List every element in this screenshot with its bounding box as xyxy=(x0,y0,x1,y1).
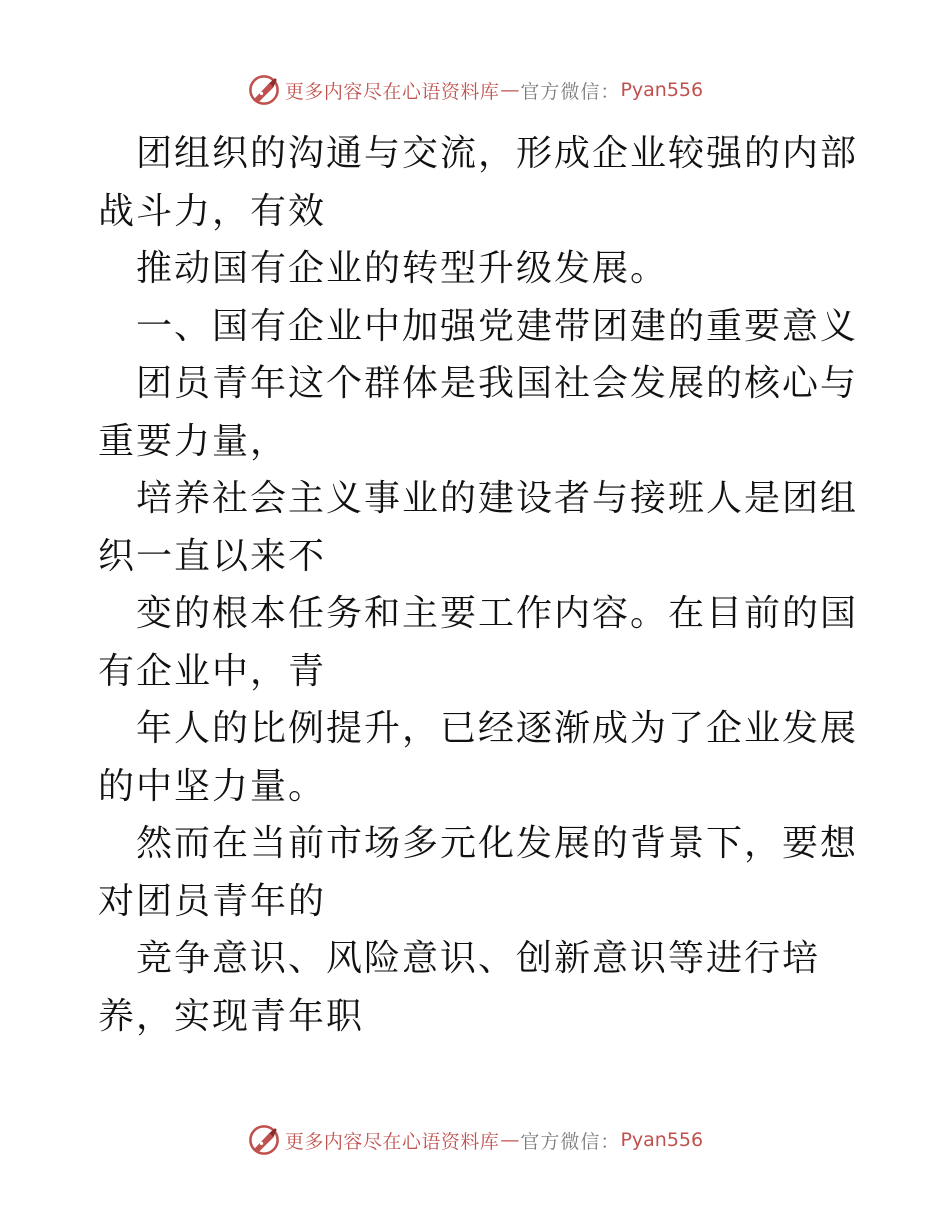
paragraph: 团员青年这个群体是我国社会发展的核心与重要力量， xyxy=(98,363,859,462)
paragraph: 年人的比例提升，已经逐渐成为了企业发展的中坚力量。 xyxy=(98,708,859,807)
paragraph: 团组织的沟通与交流，形成企业较强的内部战斗力，有效 xyxy=(98,133,859,232)
header-watermark xyxy=(0,70,950,110)
document-body xyxy=(98,125,858,1045)
section-heading: 一、国有企业中加强党建带团建的重要意义 xyxy=(136,305,859,347)
paragraph: 推动国有企业的转型升级发展。 xyxy=(136,248,669,289)
watermark-text: 更多内容尽在心语资料库 xyxy=(284,1130,500,1153)
watermark-wechat-id: Pyan556 xyxy=(620,79,704,101)
paragraph: 培养社会主义事业的建设者与接班人是团组织一直以来不 xyxy=(98,478,859,577)
watermark-text: 更多内容尽在心语资料库 xyxy=(284,80,500,103)
watermark-wechat-label: 官方微信： xyxy=(520,80,621,103)
pen-nib-icon xyxy=(247,73,281,107)
paragraph: 变的根本任务和主要工作内容。在目前的国有企业中，青 xyxy=(98,593,859,692)
watermark-dash: — xyxy=(500,1129,520,1151)
watermark-wechat-id: Pyan556 xyxy=(620,1129,704,1151)
pen-nib-icon xyxy=(247,1123,281,1157)
paragraph: 然而在当前市场多元化发展的背景下，要想对团员青年的 xyxy=(98,823,859,922)
watermark-wechat-label: 官方微信： xyxy=(520,1130,621,1153)
watermark-dash: — xyxy=(500,79,520,101)
footer-watermark xyxy=(0,1120,950,1160)
paragraph: 竞争意识、风险意识、创新意识等进行培养，实现青年职 xyxy=(98,938,821,1037)
